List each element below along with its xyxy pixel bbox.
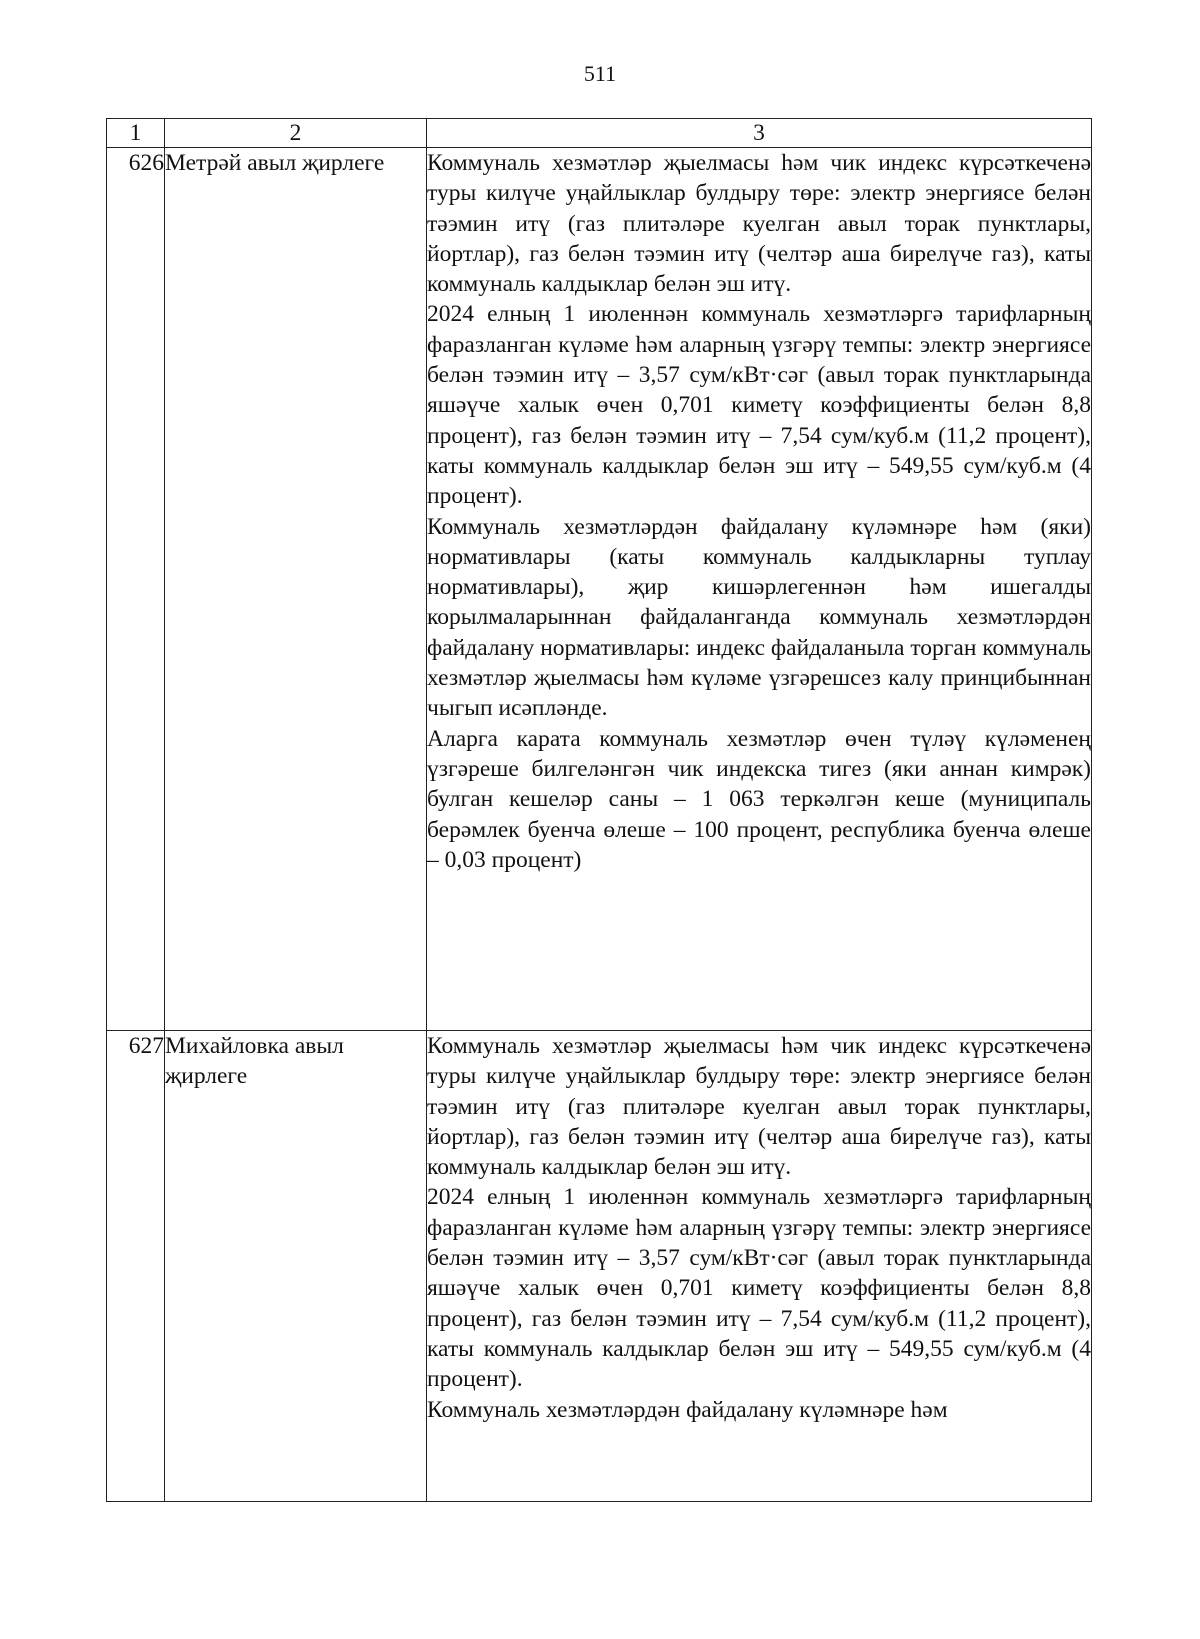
row-number: 627 — [107, 1031, 165, 1502]
settlement-name: Михайловка авыл җирлеге — [165, 1031, 427, 1502]
header-row — [107, 119, 1092, 148]
header-col-3: 3 — [427, 119, 1092, 148]
description-paragraph: 2024 елның 1 июленнән коммуналь хезмәтләргә тарифларның фаразланган күләме һәм аларның үзгәрү темпы: электр энергиясе белән тәэмин итү – 3,57 сум/кВт·сәг (авыл торак пунктларында яшәүче халык өчен 0,701 киметү коэффициенты белән 8,8 процент), газ белән тәэмин итү – 7,54 сум/куб.м (11,2 процент), каты коммуналь калдыклар белән эш итү – 549,55 сум/куб.м (4 процент). — [427, 301, 1091, 510]
description-container — [427, 1031, 1091, 1425]
header-col-2: 2 — [165, 119, 427, 148]
row-number: 626 — [107, 148, 165, 1031]
header-col-1: 1 — [107, 119, 165, 148]
description-paragraph: Коммуналь хезмәтләр җыелмасы һәм чик индекс күрсәткеченә туры килүче уңайлыклар булдыру төре: электр энергиясе белән тәэмин итү (газ плитәләре куелган авыл торак пунктлары, йортлар), газ белән тәэмин итү (челтәр аша бирелүче газ), каты коммуналь калдыклар белән эш итү. — [427, 1033, 1091, 1181]
description-paragraph: 2024 елның 1 июленнән коммуналь хезмәтләргә тарифларның фаразланган күләме һәм аларның үзгәрү темпы: электр энергиясе белән тәэмин итү – 3,57 сум/кВт·сәг (авыл торак пунктларында яшәүче халык өчен 0,701 киметү коэффициенты белән 8,8 процент), газ белән тәэмин итү – 7,54 сум/куб.м (11,2 процент), каты коммуналь калдыклар белән эш итү – 549,55 сум/куб.м (4 процент). — [427, 1184, 1091, 1393]
description-paragraph: Аларга карата коммуналь хезмәтләр өчен түләү күләменең үзгәреше билгеләнгән чик индекска тигез (яки аннан кимрәк) булган кешеләр саны – 1 063 теркәлгән кеше (муниципаль берәмлек буенча өлеше – 100 процент, республика буенча өлеше – 0,03 процент) — [427, 725, 1091, 873]
page-number: 511 — [583, 61, 617, 86]
row-description — [427, 148, 1092, 1031]
description-paragraph: Коммуналь хезмәтләрдән файдалану күләмнәре һәм (яки) нормативлары (каты коммуналь калдыкларны туплау нормативлары), җир кишәрлегеннән һәм ишегалды корылмаларыннан файдаланганда коммуналь хезмәтләрдән файдалану нормативлары: индекс файдаланыла торган коммуналь хезмәтләр җыелмасы һәм күләме үзгәрешсез калу принцибыннан чыгып исәпләнде. — [427, 513, 1091, 722]
row-description — [427, 1031, 1092, 1502]
table-row — [107, 148, 1092, 1031]
description-paragraph: Коммуналь хезмәтләрдән файдалану күләмнәре һәм — [427, 1396, 948, 1423]
settlement-name: Метрәй авыл җирлеге — [165, 148, 427, 1031]
table-row — [107, 1031, 1092, 1502]
description-paragraph: Коммуналь хезмәтләр җыелмасы һәм чик индекс күрсәткеченә туры килүче уңайлыклар булдыру төре: электр энергиясе белән тәэмин итү (газ плитәләре куелган авыл торак пунктлары, йортлар), газ белән тәэмин итү (челтәр аша бирелүче газ), каты коммуналь калдыклар белән эш итү. — [427, 150, 1091, 298]
municipal-tariff-table — [106, 118, 1092, 1502]
